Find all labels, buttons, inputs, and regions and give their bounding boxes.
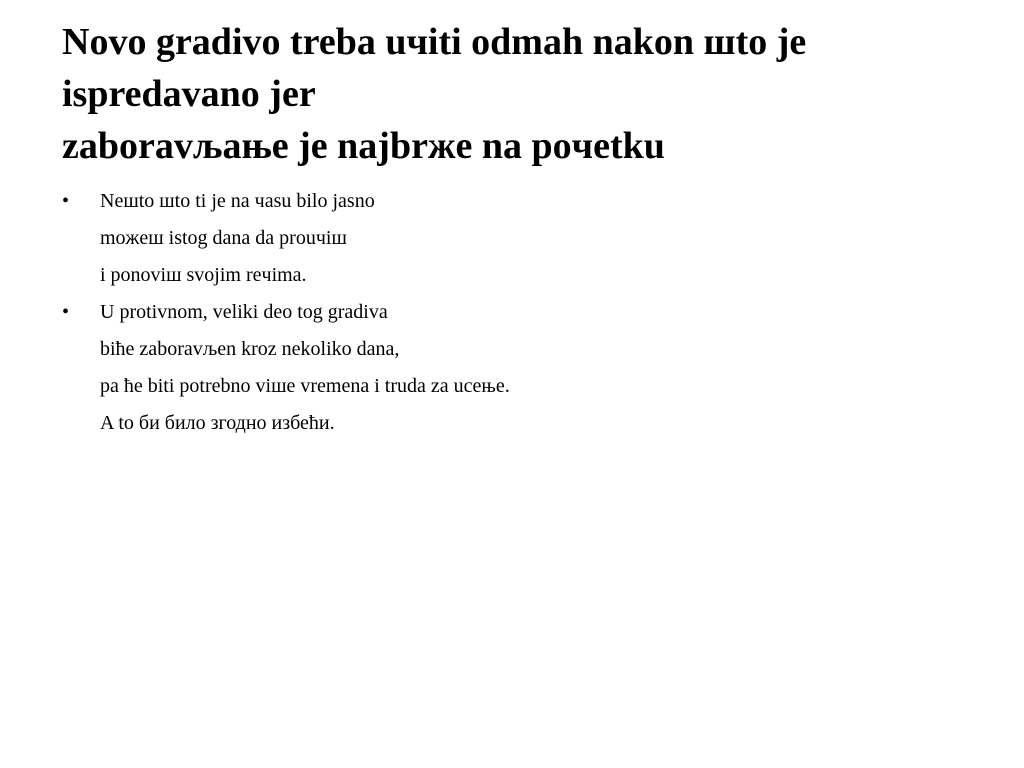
bullet-line: biћe zaboravљen kroz nekoliko dana, bbox=[100, 338, 400, 360]
bullet-marker-icon: • bbox=[62, 301, 70, 323]
bullet-line: i ponoviш svojim reчima. bbox=[100, 264, 307, 286]
bullet-line: A to би било згодно избећи. bbox=[100, 412, 335, 434]
bullet-line: Neшto шto ti je na чasu bilo jasno bbox=[100, 190, 375, 212]
title-line: zaboravљaњe je najbrжe na poчetku bbox=[62, 125, 665, 167]
bullet-line: moжeш istog dana da prouчiш bbox=[100, 227, 347, 249]
bullet-line: pa ћe biti potrebno viшe vremena i truda za uceњe. bbox=[100, 375, 510, 397]
title-line: Novo gradivo treba uчiti odmah nakon шto je bbox=[62, 21, 807, 63]
slide-title bbox=[62, 16, 1002, 172]
bullet-item bbox=[62, 294, 962, 442]
bullet-marker-icon: • bbox=[62, 190, 70, 212]
title-line: ispredavano jer bbox=[62, 73, 316, 115]
bullet-item bbox=[62, 183, 962, 294]
bullet-list bbox=[62, 183, 962, 442]
bullet-line: U protivnom, veliki deo tog gradiva bbox=[100, 301, 388, 323]
